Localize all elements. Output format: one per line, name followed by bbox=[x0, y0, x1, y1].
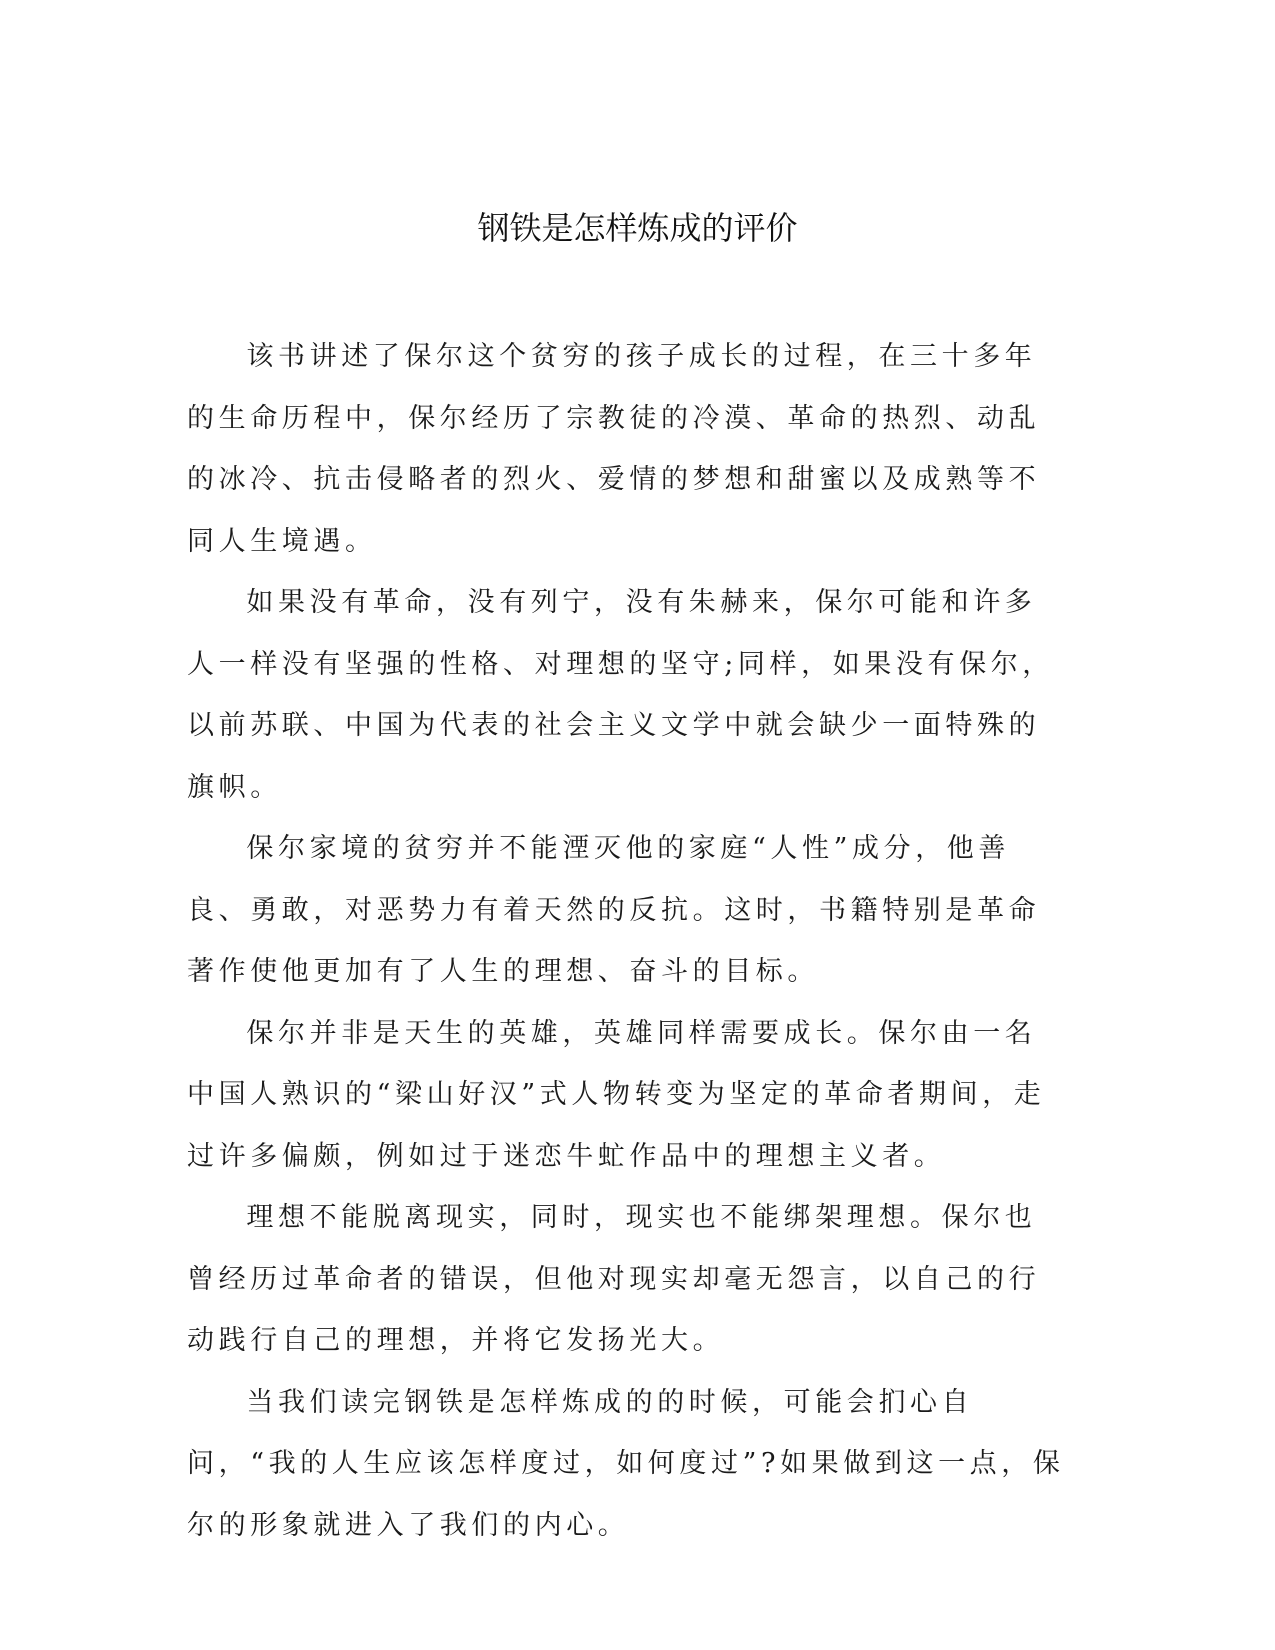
document-body bbox=[187, 326, 1067, 1556]
paragraph: 当我们读完钢铁是怎样炼成的的时候，可能会扪心自问，“我的人生应该怎样度过，如何度过”?如果做到这一点，保尔的形象就进入了我们的内心。 bbox=[187, 1386, 1065, 1541]
paragraph: 保尔并非是天生的英雄，英雄同样需要成长。保尔由一名中国人熟识的“梁山好汉”式人物转变为坚定的革命者期间，走过许多偏颇，例如过于迷恋牛虻作品中的理想主义者。 bbox=[187, 1017, 1046, 1172]
paragraph: 该书讲述了保尔这个贫穷的孩子成长的过程，在三十多年的生命历程中，保尔经历了宗教徒的冷漠、革命的热烈、动乱的冰冷、抗击侵略者的烈火、爱情的梦想和甜蜜以及成熟等不同人生境遇。 bbox=[187, 341, 1041, 557]
paragraph: 理想不能脱离现实，同时，现实也不能绑架理想。保尔也曾经历过革命者的错误，但他对现实却毫无怨言，以自己的行动践行自己的理想，并将它发扬光大。 bbox=[187, 1202, 1041, 1356]
paragraph: 保尔家境的贫穷并不能湮灭他的家庭“人性”成分，他善良、勇敢，对恶势力有着天然的反抗。这时，书籍特别是革命著作使他更加有了人生的理想、奋斗的目标。 bbox=[187, 833, 1041, 987]
paragraph: 如果没有革命，没有列宁，没有朱赫来，保尔可能和许多人一样没有坚强的性格、对理想的坚守;同样，如果没有保尔，以前苏联、中国为代表的社会主义文学中就会缺少一面特殊的旗帜。 bbox=[187, 587, 1054, 803]
document-title: 钢铁是怎样炼成的评价 bbox=[477, 209, 798, 247]
